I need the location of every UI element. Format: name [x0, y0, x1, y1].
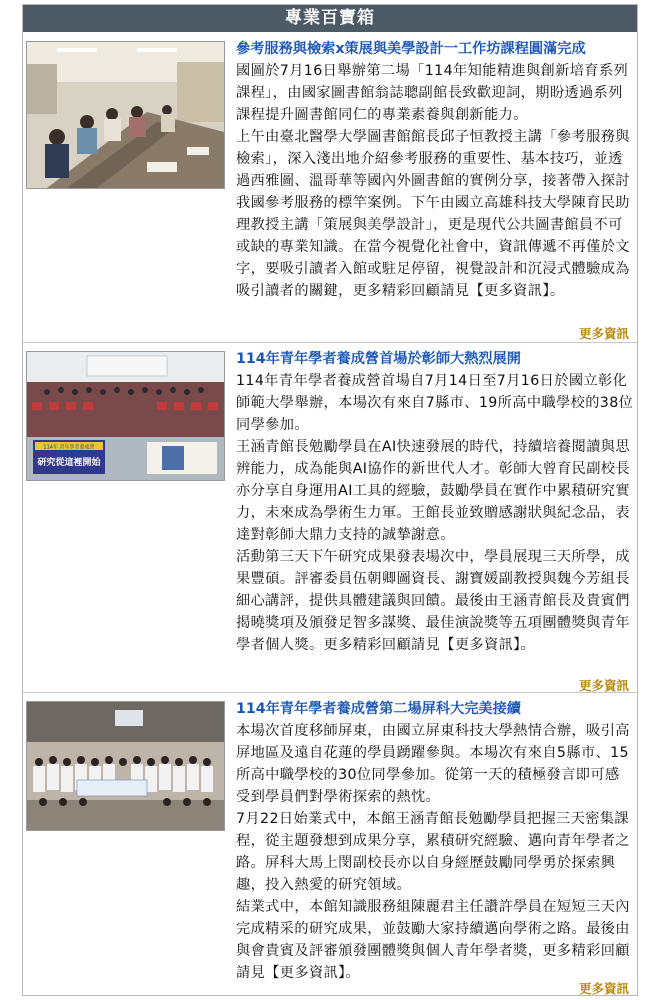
news-article-1 [23, 32, 637, 343]
news-article-2 [23, 342, 637, 693]
article-2-paragraph-2: 王涵青館長勉勵學員在AI快速發展的時代，持續培養閱讀與思辨能力，成為能與AI協作的新世代人才。彰師大曾育民副校長亦分享自身運用AI工具的經驗，鼓勵學員在實作中累積研究實力，未來成為學術生力軍。王館長並致贈感謝狀與紀念品，表達對彰師大鼎力支持的誠摯謝意。 [236, 439, 630, 543]
professional-toolbox-panel [22, 4, 638, 996]
article-2-title[interactable]: 114年青年學者養成營首場於彰師大熱烈展開 [236, 351, 521, 367]
article-1-content [236, 38, 634, 302]
article-3-paragraph-1: 本場次首度移師屏東，由國立屏東科技大學熱情合辦，吸引高屏地區及遠自花蓮的學員踴躍參與。本場次有來自5縣市、15所高中職學校的30位同學參加。從第一天的積極發言即可感受到學員們對學術探索的熱忱。 [236, 723, 630, 805]
news-article-3 [23, 692, 637, 995]
article-1-paragraph-1: 國圖於7月16日舉辦第二場「114年知能精進與創新培育系列課程」，由國家圖書館翁誌聰副館長致歡迎詞，期盼透過系列課程提升圖書館同仁的專業素養與創新能力。 [236, 63, 629, 123]
photo-banner-main-text: 研究從這裡開始 [37, 458, 101, 468]
article-2-paragraph-3: 活動第三天下午研究成果發表場次中，學員展現三天所學，成果豐碩。評審委員伍朝卿圖資長、謝寶媛副教授與魏今芳組長細心講評，提供具體建議與回饋。最後由王涵青館長及貴賓們揭曉獎項及頒發足智多謀獎、最佳演說獎等五項團體獎與青年學者個人獎。更多精彩回顧請見【更多資訊】。 [236, 549, 630, 653]
article-1-paragraph-2: 上午由臺北醫學大學圖書館館長邱子恒教授主講「參考服務與檢索」，深入淺出地介紹參考服務的重要性、基本技巧，並透過西雅圖、溫哥華等國內外圖書館的實例分享，接著帶入探討我國參考服務的標竿案例。下午由國立高雄科技大學陳育民助理教授主講「策展與美學設計」，更是現代公共圖書館員不可或缺的專業知識。在當今視覺化社會中，資訊傳遞不再僅於文字，要吸引讀者入館或駐足停留，視覺設計和沉浸式體驗成為吸引讀者的關鍵，更多精彩回顧請見【更多資訊】。 [236, 129, 630, 299]
article-3-body [236, 720, 634, 984]
article-1-more-link[interactable]: 更多資訊 [578, 326, 629, 341]
article-3-paragraph-2: 7月22日始業式中，本館王涵青館長勉勵學員把握三天密集課程，從主題發想到成果分享，累積研究經驗、邁向青年學者之路。屏科大馬上閔副校長亦以自身經歷鼓勵同學勇於探索興趣，投入熱愛的研究領域。 [236, 811, 630, 893]
photo-banner-top-text: 114年 青年學者養成營 [43, 444, 95, 451]
article-3-photo[interactable] [26, 701, 225, 831]
article-1-body [236, 60, 634, 302]
article-3-content [236, 698, 634, 984]
article-2-more-link[interactable]: 更多資訊 [578, 678, 629, 693]
article-1-title[interactable]: 參考服務與檢索x策展與美學設計一工作坊課程圓滿完成 [236, 41, 586, 57]
article-2-content [236, 348, 634, 656]
panel-header: 專業百寶箱 [23, 5, 637, 32]
article-2-body [236, 370, 634, 656]
article-3-title[interactable]: 114年青年學者養成營第二場屏科大完美接續 [236, 701, 521, 717]
article-3-paragraph-3: 結業式中，本館知識服務組陳麗君主任讚許學員在短短三天內完成精采的研究成果，並鼓勵大家持續邁向學術之路。最後由與會貴賓及評審頒發團體獎與個人青年學者獎，更多精彩回顧請見【更多資訊】。 [236, 899, 630, 981]
article-2-photo[interactable] [26, 351, 225, 481]
article-2-paragraph-1: 114年青年學者養成營首場自7月14日至7月16日於國立彰化師範大學舉辦，本場次有來自7縣市、19所高中職學校的38位同學參加。 [236, 373, 634, 433]
article-1-photo[interactable] [26, 41, 225, 189]
article-3-more-link[interactable]: 更多資訊 [578, 981, 629, 996]
